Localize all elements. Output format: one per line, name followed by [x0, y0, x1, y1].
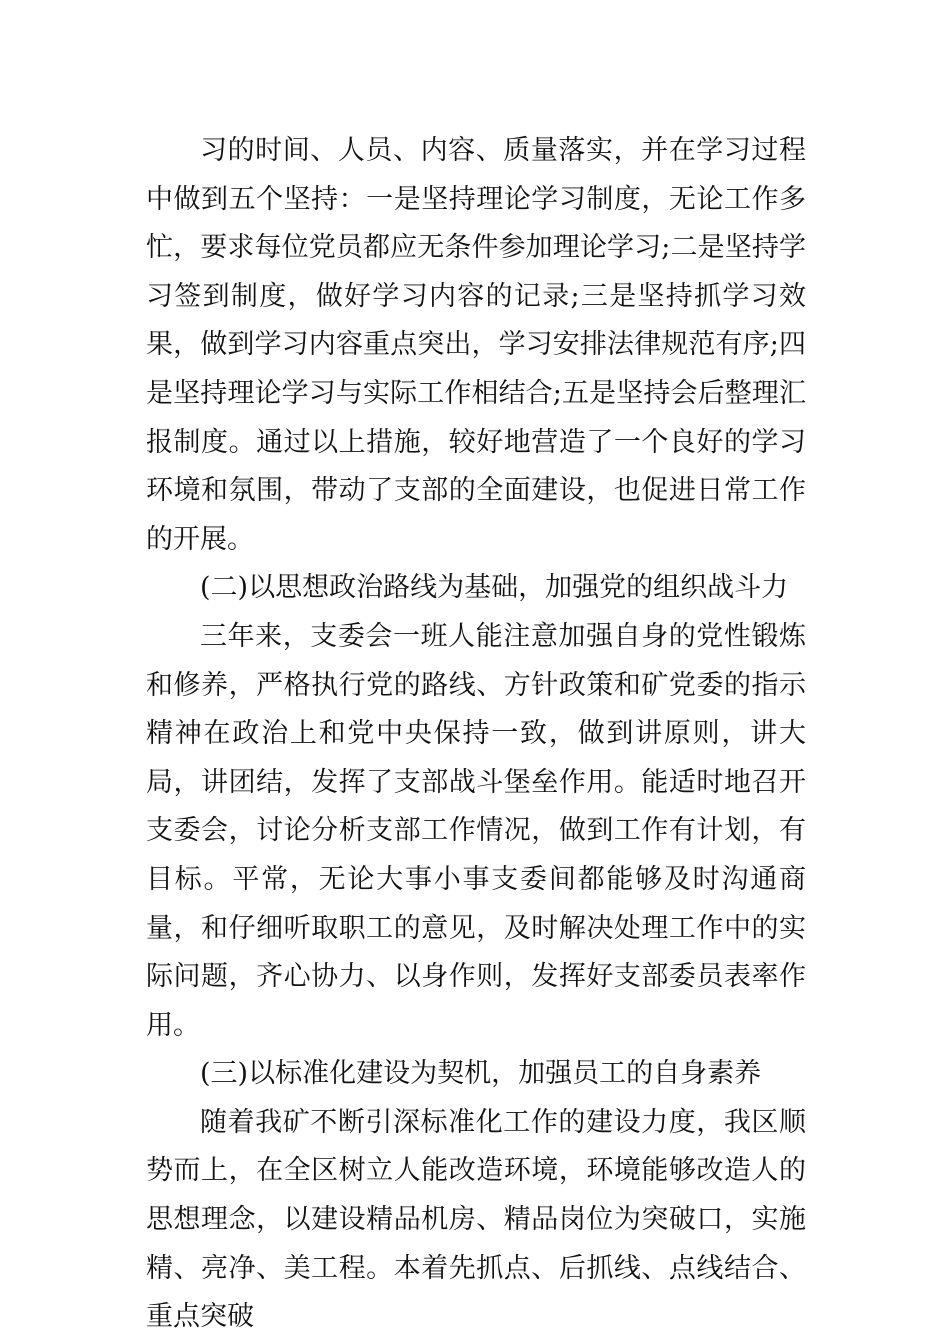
- document-body: [146, 127, 806, 1342]
- section-heading-standardization: (三)以标准化建设为契机，加强员工的自身素养: [200, 1058, 762, 1090]
- section-heading-political-line: (二)以思想政治路线为基础，加强党的组织战斗力: [200, 572, 789, 604]
- paragraph-standardization: 随着我矿不断引深标准化工作的建设力度，我区顺势而上，在全区树立人能改造环境，环境能够改造人的思想理念，以建设精品机房、精品岗位为突破口，实施精、亮净、美工程。本着先抓点、后抓线、点线结合、重点突破: [146, 1106, 806, 1333]
- paragraph-party-committee: 三年来，支委会一班人能注意加强自身的党性锻炼和修养，严格执行党的路线、方针政策和矿党委的指示精神在政治上和党中央保持一致，做到讲原则，讲大局，讲团结，发挥了支部战斗堡垒作用。能适时地召开支委会，讨论分析支部工作情况，做到工作有计划，有目标。平常，无论大事小事支委间都能够及时沟通商量，和仔细听取职工的意见，及时解决处理工作中的实际问题，齐心协力、以身作则，发挥好支部委员表率作用。: [146, 620, 806, 1041]
- paragraph-study-practice: 习的时间、人员、内容、质量落实，并在学习过程中做到五个坚持：一是坚持理论学习制度，无论工作多忙，要求每位党员都应无条件参加理论学习;二是坚持学习签到制度，做好学习内容的记录;三是坚持抓学习效果，做到学习内容重点突出，学习安排法律规范有序;四是坚持理论学习与实际工作相结合;五是坚持会后整理汇报制度。通过以上措施，较好地营造了一个良好的学习环境和氛围，带动了支部的全面建设，也促进日常工作的开展。: [146, 135, 806, 555]
